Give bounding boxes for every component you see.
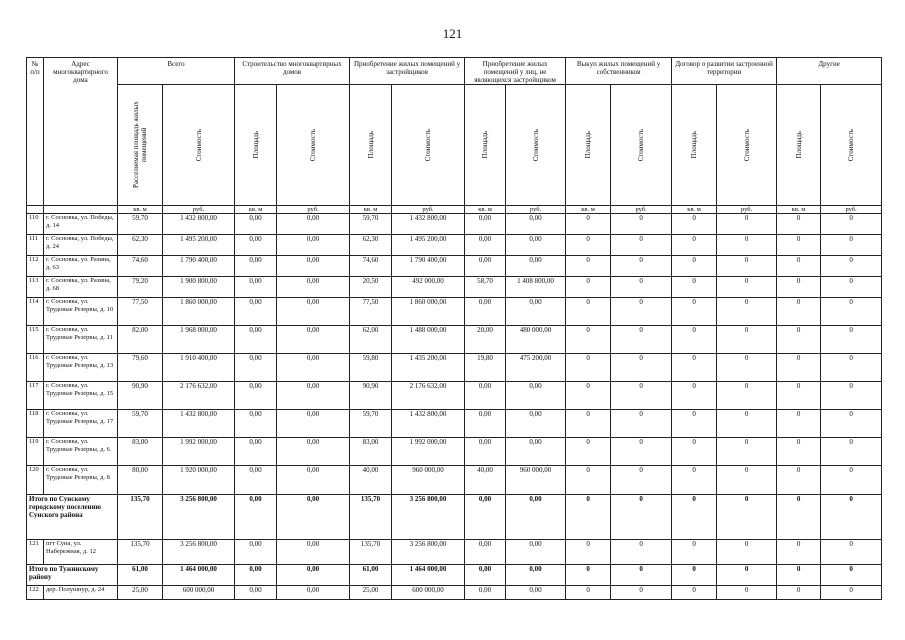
cell: 0,00 — [506, 298, 566, 326]
cell: 1 432 800,00 — [163, 214, 235, 235]
cell: 0,00 — [235, 495, 277, 540]
cell: 0 — [611, 214, 672, 235]
cell: 90,90 — [350, 382, 392, 410]
cell: 0 — [717, 235, 777, 256]
row-number: 110 — [27, 214, 44, 235]
cell: 0,00 — [465, 410, 506, 438]
cell: 1 992 000,00 — [163, 438, 235, 466]
cell: 0 — [611, 438, 672, 466]
unit-cell: руб. — [717, 206, 777, 214]
row-address: г. Сосновка, ул. Трудовые Резервы, д. 11 — [44, 326, 118, 354]
unit-cell: руб. — [392, 206, 465, 214]
cell: 74,60 — [118, 256, 163, 277]
cell: 0 — [821, 326, 882, 354]
row-address: г. Сосновка, ул. Трудовые Резервы, д. 8 — [44, 466, 118, 495]
unit-cell: кв. м — [118, 206, 163, 214]
cell: 0 — [672, 326, 717, 354]
cell: 0 — [717, 277, 777, 298]
cell: 0 — [717, 438, 777, 466]
sub-header-resettled-area: Расселяемая площадь жилых помещений — [118, 85, 163, 206]
cell: 59,70 — [118, 214, 163, 235]
row-address: г. Сосновка, ул. Трудовые Резервы, д. 10 — [44, 298, 118, 326]
cell: 600 000,00 — [163, 586, 235, 600]
row-number: 121 — [27, 540, 44, 565]
unit-cell: руб. — [277, 206, 350, 214]
table-row — [27, 382, 882, 410]
row-number: 114 — [27, 298, 44, 326]
cell: 0 — [566, 495, 611, 540]
cell: 0,00 — [235, 277, 277, 298]
cell: 1 432 800,00 — [392, 410, 465, 438]
units-row — [27, 206, 882, 214]
group-header-buyout: Выкуп жилых помещений у собственников — [566, 58, 672, 85]
cell: 0 — [611, 586, 672, 600]
cell: 1 488 000,00 — [392, 326, 465, 354]
cell: 475 200,00 — [506, 354, 566, 382]
cell: 0,00 — [465, 214, 506, 235]
cell: 3 256 800,00 — [163, 495, 235, 540]
sub-header-cost: Стоимость — [506, 85, 566, 206]
cell: 40,00 — [350, 466, 392, 495]
table-row — [27, 438, 882, 466]
cell: 0 — [611, 277, 672, 298]
cell: 0,00 — [465, 565, 506, 586]
cell: 0 — [672, 565, 717, 586]
cell: 0 — [566, 540, 611, 565]
cell: 0 — [672, 235, 717, 256]
cell: 19,80 — [465, 354, 506, 382]
cell: 1 790 400,00 — [163, 256, 235, 277]
cell: 0 — [777, 235, 821, 256]
cell: 0 — [566, 382, 611, 410]
row-number: 118 — [27, 410, 44, 438]
cell: 90,90 — [118, 382, 163, 410]
group-header-purchase-developer: Приобретение жилых помещений у застройщиков — [350, 58, 465, 85]
cell: 0,00 — [235, 326, 277, 354]
table-row — [27, 354, 882, 382]
cell: 1 432 800,00 — [392, 214, 465, 235]
sub-header-area: Площадь — [777, 85, 821, 206]
cell: 0 — [821, 565, 882, 586]
cell: 0 — [717, 495, 777, 540]
row-number: 111 — [27, 235, 44, 256]
unit-cell: руб. — [611, 206, 672, 214]
cell: 0 — [672, 354, 717, 382]
unit-cell: руб. — [163, 206, 235, 214]
cell: 0,00 — [506, 565, 566, 586]
cell: 0 — [566, 235, 611, 256]
cell: 960 000,00 — [392, 466, 465, 495]
cell: 0 — [672, 438, 717, 466]
cell: 61,00 — [350, 565, 392, 586]
cell: 0 — [777, 495, 821, 540]
cell: 1 435 200,00 — [392, 354, 465, 382]
cell: 0 — [672, 540, 717, 565]
cell: 0 — [566, 326, 611, 354]
sub-header-cost: Стоимость — [163, 85, 235, 206]
cell: 0 — [777, 565, 821, 586]
cell: 0,00 — [277, 438, 350, 466]
cell: 0,00 — [465, 438, 506, 466]
table-row — [27, 466, 882, 495]
unit-cell: кв. м — [350, 206, 392, 214]
table-row — [27, 586, 882, 600]
cell: 0,00 — [235, 540, 277, 565]
cell: 0 — [777, 540, 821, 565]
cell: 3 256 800,00 — [392, 540, 465, 565]
cell: 0 — [821, 382, 882, 410]
cell: 0 — [777, 410, 821, 438]
cell: 0,00 — [235, 214, 277, 235]
cell: 0,00 — [277, 382, 350, 410]
cell: 0 — [672, 277, 717, 298]
cell: 0,00 — [277, 235, 350, 256]
row-address: г. Сосновка, ул. Победы, д. 24 — [44, 235, 118, 256]
cell: 0,00 — [277, 214, 350, 235]
cell: 0,00 — [277, 326, 350, 354]
cell: 480 000,00 — [506, 326, 566, 354]
cell: 0 — [717, 540, 777, 565]
cell: 0,00 — [235, 235, 277, 256]
cell: 0 — [821, 354, 882, 382]
cell: 0 — [821, 438, 882, 466]
cell: 0,00 — [277, 298, 350, 326]
cell: 0,00 — [277, 586, 350, 600]
cell: 1 464 000,00 — [163, 565, 235, 586]
table-row — [27, 235, 882, 256]
cell: 0,00 — [235, 382, 277, 410]
cell: 0,00 — [506, 382, 566, 410]
cell: 0 — [777, 298, 821, 326]
cell: 77,50 — [118, 298, 163, 326]
cell: 0 — [821, 256, 882, 277]
cell: 80,00 — [118, 466, 163, 495]
cell: 0 — [821, 495, 882, 540]
sub-header-cost: Стоимость — [717, 85, 777, 206]
cell: 0 — [821, 540, 882, 565]
cell: 0 — [672, 495, 717, 540]
cell: 0,00 — [465, 256, 506, 277]
row-address: г. Сосновка, ул. Трудовые Резервы, д. 15 — [44, 382, 118, 410]
cell: 1 860 000,00 — [163, 298, 235, 326]
cell: 0 — [821, 410, 882, 438]
cell: 0,00 — [506, 438, 566, 466]
header-group-row — [27, 58, 882, 85]
cell: 0 — [611, 540, 672, 565]
cell: 0 — [566, 565, 611, 586]
cell: 0 — [566, 354, 611, 382]
group-header-purchase-nondeveloper: Приобретение жилых помещений у лиц, не являющихся застройщиком — [465, 58, 566, 85]
sub-header-cost: Стоимость — [392, 85, 465, 206]
cell: 0 — [611, 326, 672, 354]
unit-cell: руб. — [506, 206, 566, 214]
cell: 0 — [777, 466, 821, 495]
cell: 0 — [566, 298, 611, 326]
cell: 1 900 800,00 — [163, 277, 235, 298]
cell: 1 920 000,00 — [163, 466, 235, 495]
cell: 0 — [672, 586, 717, 600]
cell: 0,00 — [277, 410, 350, 438]
cell: 59,80 — [350, 354, 392, 382]
cell: 74,60 — [350, 256, 392, 277]
unit-cell: кв. м — [777, 206, 821, 214]
cell: 0,00 — [235, 298, 277, 326]
sub-header-area: Площадь — [465, 85, 506, 206]
cell: 0 — [672, 382, 717, 410]
total-row-sunsky — [27, 495, 882, 540]
cell: 0,00 — [235, 410, 277, 438]
group-header-total: Всего — [118, 58, 235, 85]
unit-cell: руб. — [821, 206, 882, 214]
row-address: пгт Суна, ул. Набережная, д. 12 — [44, 540, 118, 565]
cell: 62,30 — [350, 235, 392, 256]
cell: 1 860 000,00 — [392, 298, 465, 326]
cell: 0 — [717, 298, 777, 326]
cell: 0,00 — [506, 540, 566, 565]
cell: 135,70 — [350, 540, 392, 565]
group-header-other: Другие — [777, 58, 882, 85]
row-number: 120 — [27, 466, 44, 495]
cell: 83,00 — [350, 438, 392, 466]
cell: 0 — [611, 495, 672, 540]
row-address: дер. Полушнур, д. 24 — [44, 586, 118, 600]
cell: 0,00 — [235, 466, 277, 495]
cell: 25,00 — [350, 586, 392, 600]
cell: 0 — [611, 354, 672, 382]
cell: 0 — [717, 565, 777, 586]
cell: 600 000,00 — [392, 586, 465, 600]
cell: 79,20 — [118, 277, 163, 298]
cell: 960 000,00 — [506, 466, 566, 495]
cell: 0,00 — [506, 235, 566, 256]
unit-cell: кв. м — [672, 206, 717, 214]
cell: 0,00 — [506, 586, 566, 600]
cell: 0 — [717, 410, 777, 438]
cell: 0,00 — [465, 586, 506, 600]
total-label: Итого по Тужинскому району — [27, 565, 118, 586]
cell: 0 — [777, 382, 821, 410]
cell: 135,70 — [350, 495, 392, 540]
cell: 0 — [717, 214, 777, 235]
cell: 0,00 — [235, 256, 277, 277]
cell: 1 495 200,00 — [392, 235, 465, 256]
total-label: Итого по Сунскому городскому поселению Сунского района — [27, 495, 118, 540]
cell: 0 — [821, 235, 882, 256]
cell: 0 — [777, 354, 821, 382]
cell: 0 — [777, 586, 821, 600]
sub-header-area: Площадь — [566, 85, 611, 206]
cell: 0 — [672, 410, 717, 438]
cell: 1 464 000,00 — [392, 565, 465, 586]
cell: 0 — [717, 256, 777, 277]
header-sub-row — [27, 85, 882, 206]
col-address-header: Адрес многоквартирного дома — [44, 58, 118, 206]
table-row — [27, 298, 882, 326]
cell: 0 — [717, 326, 777, 354]
cell: 1 910 400,00 — [163, 354, 235, 382]
unit-cell — [27, 206, 44, 214]
unit-cell — [44, 206, 118, 214]
cell: 0,00 — [506, 495, 566, 540]
cell: 82,00 — [118, 326, 163, 354]
cell: 0 — [777, 214, 821, 235]
cell: 20,00 — [465, 326, 506, 354]
sub-header-cost: Стоимость — [821, 85, 882, 206]
housing-table-sheet — [26, 57, 881, 600]
cell: 0 — [777, 256, 821, 277]
group-header-construction: Строительство многоквартирных домов — [235, 58, 350, 85]
cell: 0 — [566, 466, 611, 495]
cell: 62,00 — [350, 326, 392, 354]
cell: 3 256 800,00 — [392, 495, 465, 540]
cell: 0 — [672, 298, 717, 326]
unit-cell: кв. м — [465, 206, 506, 214]
cell: 59,70 — [118, 410, 163, 438]
cell: 0,00 — [465, 540, 506, 565]
cell: 0,00 — [506, 214, 566, 235]
cell: 0 — [717, 354, 777, 382]
table-row — [27, 256, 882, 277]
cell: 0 — [672, 256, 717, 277]
cell: 0,00 — [277, 495, 350, 540]
cell: 40,00 — [465, 466, 506, 495]
cell: 0 — [566, 438, 611, 466]
table-row — [27, 326, 882, 354]
table-row — [27, 410, 882, 438]
row-address: г. Сосновка, ул. Трудовые Резервы, д. 13 — [44, 354, 118, 382]
cell: 25,00 — [118, 586, 163, 600]
cell: 0,00 — [277, 565, 350, 586]
cell: 0 — [717, 466, 777, 495]
cell: 0 — [821, 214, 882, 235]
cell: 0 — [777, 326, 821, 354]
cell: 20,50 — [350, 277, 392, 298]
cell: 0,00 — [277, 466, 350, 495]
row-address: г. Сосновка, ул. Победы, д. 14 — [44, 214, 118, 235]
cell: 0 — [611, 298, 672, 326]
cell: 0 — [611, 382, 672, 410]
cell: 1 432 800,00 — [163, 410, 235, 438]
cell: 0,00 — [277, 540, 350, 565]
cell: 61,00 — [118, 565, 163, 586]
table-row — [27, 540, 882, 565]
cell: 0,00 — [465, 235, 506, 256]
col-num-header: № п/п — [27, 58, 44, 206]
cell: 0 — [821, 586, 882, 600]
row-address: г. Сосновка, ул. Разина, д. 63 — [44, 256, 118, 277]
housing-table — [26, 57, 882, 600]
cell: 0 — [821, 466, 882, 495]
row-number: 116 — [27, 354, 44, 382]
row-number: 119 — [27, 438, 44, 466]
cell: 0 — [611, 256, 672, 277]
cell: 0 — [611, 466, 672, 495]
row-number: 112 — [27, 256, 44, 277]
sub-header-cost: Стоимость — [611, 85, 672, 206]
row-number: 122 — [27, 586, 44, 600]
cell: 0 — [777, 277, 821, 298]
cell: 0 — [611, 410, 672, 438]
cell: 58,70 — [465, 277, 506, 298]
cell: 0,00 — [277, 256, 350, 277]
cell: 0,00 — [235, 354, 277, 382]
sub-header-area: Площадь — [235, 85, 277, 206]
row-number: 113 — [27, 277, 44, 298]
cell: 0 — [821, 277, 882, 298]
group-header-development-agreement: Договор о развитии застроенной территории — [672, 58, 777, 85]
cell: 0,00 — [235, 565, 277, 586]
cell: 1 495 200,00 — [163, 235, 235, 256]
cell: 62,30 — [118, 235, 163, 256]
cell: 77,50 — [350, 298, 392, 326]
cell: 135,70 — [118, 495, 163, 540]
cell: 0,00 — [465, 298, 506, 326]
cell: 83,00 — [118, 438, 163, 466]
cell: 0 — [566, 256, 611, 277]
table-row — [27, 214, 882, 235]
row-address: г. Сосновка, ул. Разина, д. 68 — [44, 277, 118, 298]
cell: 0,00 — [235, 438, 277, 466]
cell: 0 — [611, 235, 672, 256]
row-address: г. Сосновка, ул. Трудовые Резервы, д. 17 — [44, 410, 118, 438]
cell: 0,00 — [465, 382, 506, 410]
cell: 0 — [717, 382, 777, 410]
cell: 2 176 632,00 — [163, 382, 235, 410]
cell: 492 000,00 — [392, 277, 465, 298]
cell: 1 408 800,00 — [506, 277, 566, 298]
cell: 0 — [611, 565, 672, 586]
cell: 0 — [566, 214, 611, 235]
cell: 1 790 400,00 — [392, 256, 465, 277]
unit-cell: кв. м — [235, 206, 277, 214]
cell: 0 — [566, 277, 611, 298]
cell: 3 256 800,00 — [163, 540, 235, 565]
sub-header-area: Площадь — [672, 85, 717, 206]
cell: 0 — [821, 298, 882, 326]
cell: 0,00 — [465, 495, 506, 540]
cell: 0,00 — [277, 354, 350, 382]
total-row-tuzha — [27, 565, 882, 586]
row-address: г. Сосновка, ул. Трудовые Резервы, д. 6 — [44, 438, 118, 466]
row-number: 117 — [27, 382, 44, 410]
cell: 0,00 — [506, 256, 566, 277]
cell: 1 992 000,00 — [392, 438, 465, 466]
page-number: 121 — [442, 26, 463, 41]
cell: 1 968 000,00 — [163, 326, 235, 354]
cell: 59,70 — [350, 214, 392, 235]
cell: 0 — [672, 466, 717, 495]
sub-header-area: Площадь — [350, 85, 392, 206]
sub-header-cost: Стоимость — [277, 85, 350, 206]
cell: 59,70 — [350, 410, 392, 438]
row-number: 115 — [27, 326, 44, 354]
unit-cell: кв. м — [566, 206, 611, 214]
cell: 0,00 — [506, 410, 566, 438]
cell: 0 — [777, 438, 821, 466]
cell: 0 — [717, 586, 777, 600]
cell: 79,60 — [118, 354, 163, 382]
cell: 0,00 — [235, 586, 277, 600]
cell: 0 — [566, 410, 611, 438]
cell: 2 176 632,00 — [392, 382, 465, 410]
cell: 0 — [672, 214, 717, 235]
cell: 135,70 — [118, 540, 163, 565]
cell: 0 — [566, 586, 611, 600]
cell: 0,00 — [277, 277, 350, 298]
table-row — [27, 277, 882, 298]
